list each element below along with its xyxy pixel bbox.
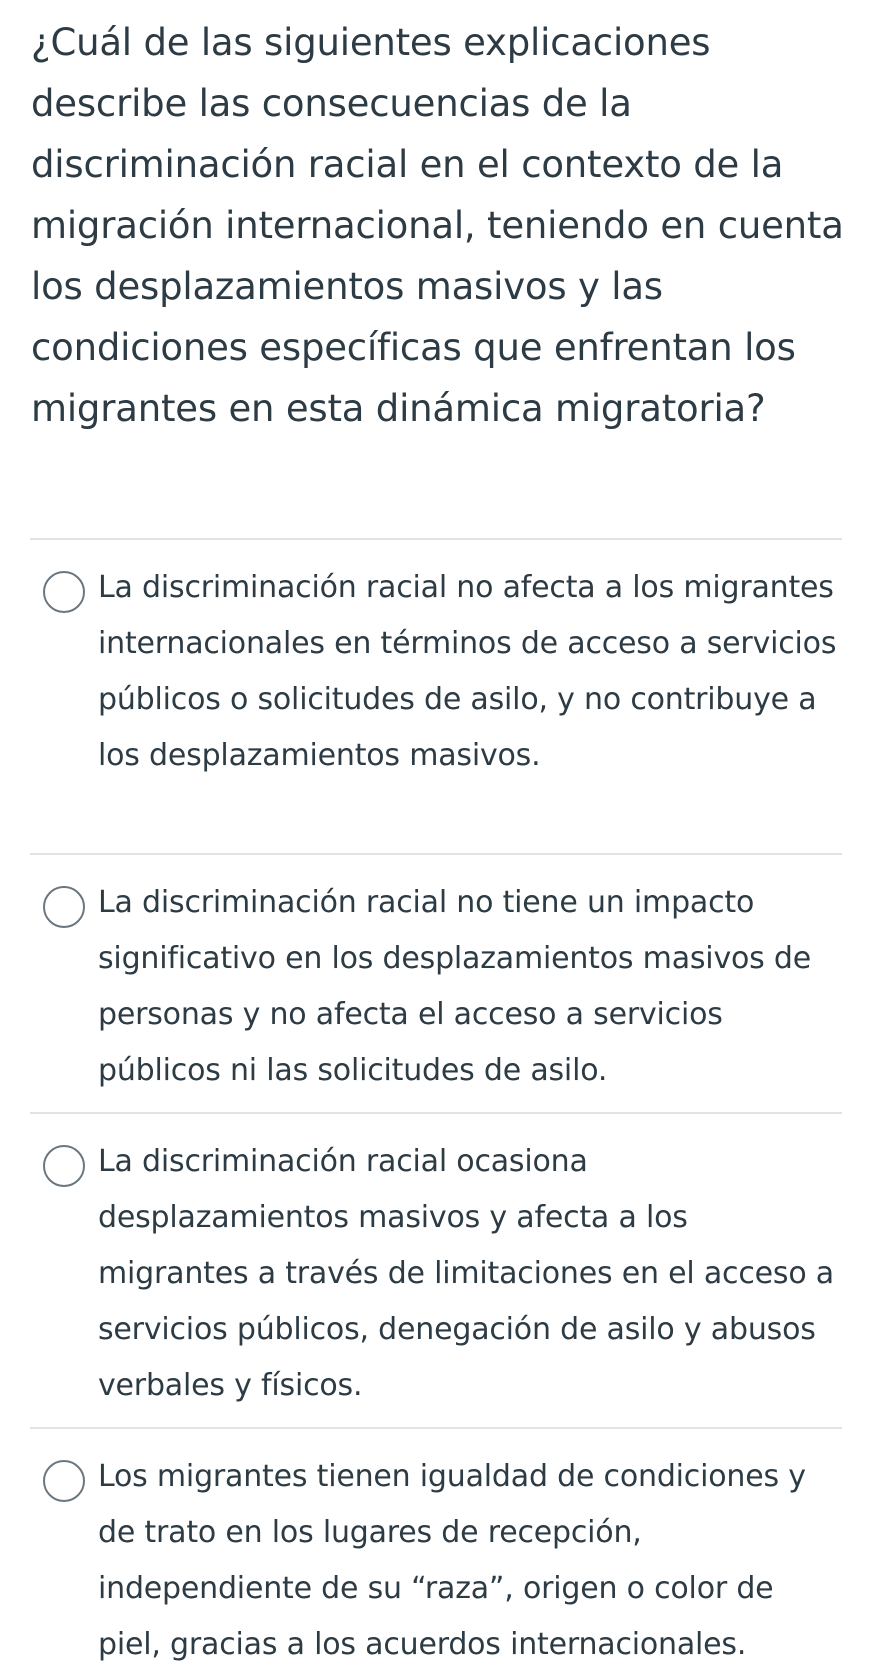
radio-button-icon[interactable] [43,1460,85,1502]
answer-option-1[interactable] [30,540,842,853]
answer-option-3[interactable] [30,1114,842,1427]
answer-list [30,538,842,1679]
answer-option-4[interactable] [30,1429,842,1679]
radio-button-icon[interactable] [43,571,85,613]
answer-label: La discriminación racial no tiene un impacto significativo en los desplazamientos masivos de personas y no afecta el acceso a servicios públicos ni las solicitudes de asilo. [98,885,812,1088]
question-text: ¿Cuál de las siguientes explicaciones describe las consecuencias de la discriminación racial en el contexto de la migración internacional, teniendo en cuenta los desplazamientos masivos y las condiciones específicas que enfrentan los migrantes en esta dinámica migratoria? [31,21,844,430]
radio-button-icon[interactable] [43,1145,85,1187]
answer-label: La discriminación racial no afecta a los migrantes internacionales en términos de acceso a servicios públicos o solicitudes de asilo, y no contribuye a los desplazamientos masivos. [98,570,837,773]
radio-button-icon[interactable] [43,886,85,928]
answer-label: La discriminación racial ocasiona desplazamientos masivos y afecta a los migrantes a través de limitaciones en el acceso a servicios públicos, denegación de asilo y abusos verbales y físicos. [98,1144,834,1403]
answer-option-2[interactable] [30,855,842,1112]
answer-label: Los migrantes tienen igualdad de condiciones y de trato en los lugares de recepción, independiente de su “raza”, origen o color de piel, gracias a los acuerdos internacionales. [98,1459,806,1662]
